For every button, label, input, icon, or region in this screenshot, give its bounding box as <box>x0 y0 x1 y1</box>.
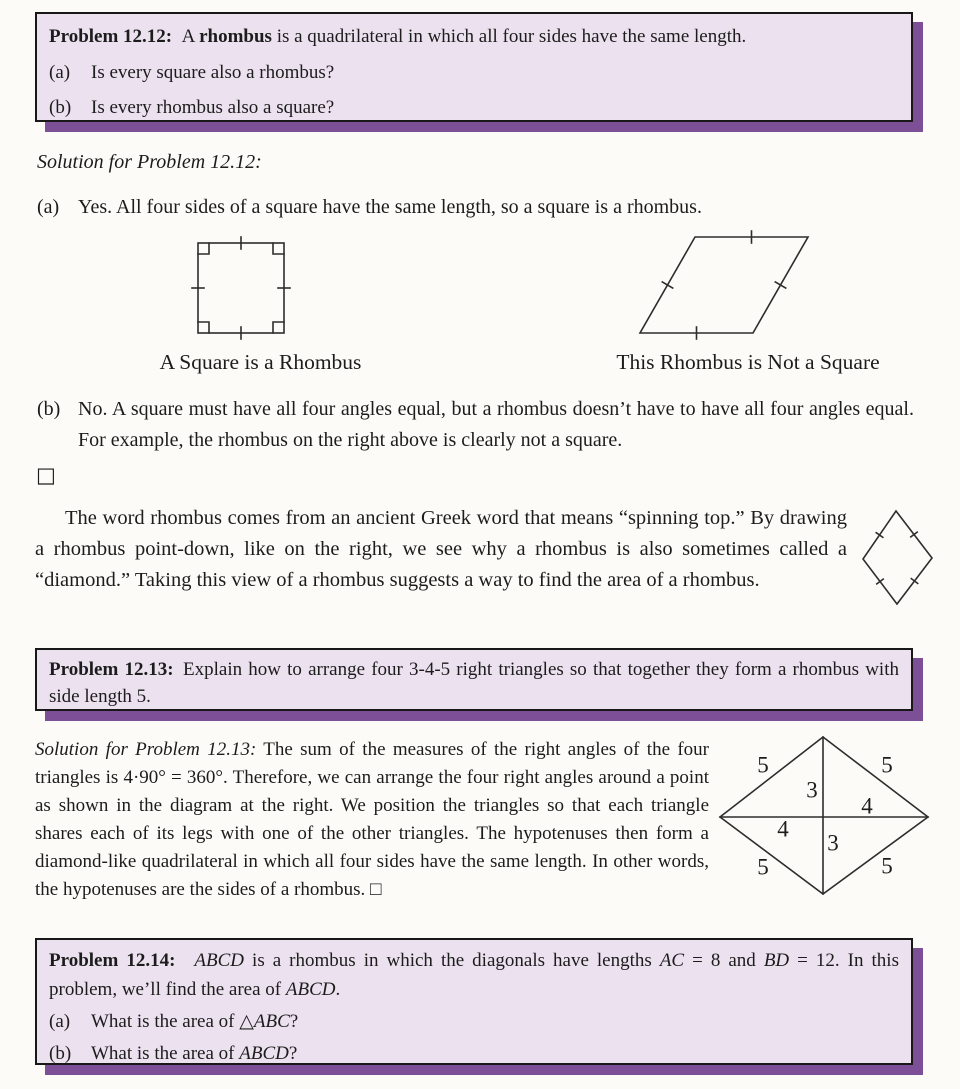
problem-box-12-13 <box>35 648 913 711</box>
problem-12-13-statement: Problem 12.13: Explain how to arrange four 3-4-5 right triangles so that together they form a rhombus with side length 5. <box>49 659 899 707</box>
diamond-figure <box>861 507 937 607</box>
square-drawing <box>195 236 287 336</box>
triangles-rhombus-drawing <box>710 732 938 904</box>
part-label: (a) <box>49 1011 71 1032</box>
part-text: Yes. All four sides of a square have the same length, so a square is a rhombus. <box>78 196 702 218</box>
side-length-label: 5 <box>757 854 769 880</box>
diamond-paragraph: The word rhombus comes from an ancient Greek word that means “spinning top.” By drawing a rhombus point-down, like on the right, we see why a rhombus is also sometimes called a “diamond.” Taking this view of a rhombus suggests a way to find the area of a rhombus. <box>35 507 847 591</box>
part-text: Is every square also a rhombus? <box>91 62 335 83</box>
part-text: What is the area of ABCD? <box>91 1043 298 1064</box>
problem-12-14-part-b <box>49 1039 899 1068</box>
part-text: What is the area of △ABC? <box>91 1011 299 1032</box>
part-label: (b) <box>49 1043 72 1064</box>
solution-12-12-part-b <box>37 394 914 456</box>
half-diagonal-label: 3 <box>827 830 839 856</box>
problem-box-12-12 <box>35 12 913 122</box>
side-length-label: 5 <box>881 752 893 778</box>
part-text: No. A square must have all four angles equal, but a rhombus doesn’t have to have all four angles equal. For example, the rhombus on the right above is clearly not a square. <box>78 398 914 451</box>
problem-12-12-part-b <box>49 93 899 122</box>
half-diagonal-label: 4 <box>861 793 873 819</box>
part-label: (b) <box>49 97 72 118</box>
solution-12-13-paragraph: Solution for Problem 12.13: The sum of the measures of the right angles of the four triangles is 4·90° = 360°. Therefore, we can arrange the four right angles around a point as shown in the diagram at the right. We position the triangles so that each triangle shares each of its legs with one of the other triangles. The hypotenuses then form a diamond-like quadrilateral in which all four sides have the same length. In other words, the hypotenuses are the sides of a rhombus. □ <box>35 739 709 900</box>
part-label: (a) <box>37 196 60 218</box>
diamond-drawing <box>861 507 937 607</box>
problem-12-14-statement: Problem 12.14: ABCD is a rhombus in which the diagonals have lengths AC = 8 and BD = 12. In this problem, we’ll find the area of ABCD. <box>49 950 899 1000</box>
side-length-label: 5 <box>881 853 893 879</box>
rhombus-figure <box>636 234 814 336</box>
half-diagonal-label: 3 <box>806 777 818 803</box>
square-figure <box>195 236 287 336</box>
side-length-label: 5 <box>757 752 769 778</box>
problem-12-12-part-a <box>49 58 899 87</box>
part-label: (b) <box>37 398 61 420</box>
solution-12-12-part-a <box>37 192 901 223</box>
rhombus-drawing <box>636 234 814 336</box>
part-label: (a) <box>49 62 71 83</box>
solution-12-12-heading: Solution for Problem 12.12: <box>37 151 262 173</box>
rhombus-figure-caption: This Rhombus is Not a Square <box>616 350 880 374</box>
problem-box-12-14 <box>35 938 913 1065</box>
part-text: Is every rhombus also a square? <box>91 97 335 118</box>
problem-12-12-statement: Problem 12.12: A rhombus is a quadrilateral in which all four sides have the same length. <box>49 26 747 47</box>
half-diagonal-label: 4 <box>777 816 789 842</box>
problem-12-14-part-a <box>49 1007 899 1036</box>
qed-box-symbol: □ <box>36 463 56 487</box>
triangles-rhombus-diagram <box>710 732 938 904</box>
square-figure-caption: A Square is a Rhombus <box>159 350 362 374</box>
